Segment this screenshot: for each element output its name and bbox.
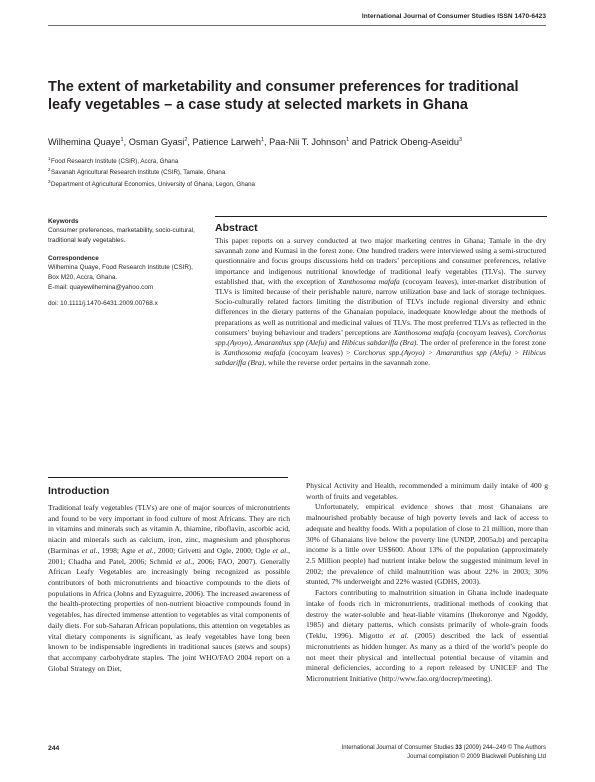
correspondence-heading: Correspondence (48, 254, 99, 262)
article-sidebar (48, 217, 198, 316)
journal-name: International Journal of Consumer Studies ISSN 1470-6423 (361, 13, 546, 20)
author-list (48, 137, 548, 147)
author-1: Wilhemina Quaye$^1$, (48, 136, 129, 147)
affiliation-1: $^1$Food Research Institute (CSIR), Accra, Ghana (48, 155, 179, 165)
introduction-divider (48, 477, 288, 478)
author-5: Patrick Obeng-Aseidu$^3$ (369, 136, 463, 147)
doi-text[interactable]: doi: 10.1111/j.1470-6431.2009.00768.x (48, 299, 158, 307)
page-number: 244 (48, 745, 60, 752)
body-paragraph: Unfortunately, empirical evidence shows that most Ghanaians are malnourished probably because of high poverty levels and lack of access to adequate and healthy foods. With a population of close to 21 million, more than 30% of Ghanaians live below the poverty line (UNDP, 2005a,b) and percapita income is a little over US$600. About 13% of the population (approximately 2.5 Million people) had nutrient intake below the suggested minimum level in 2002; the prevalence of child malnutrition was about 22% in 2003; 30% stunted, 7% underweight and 22% wasted (GDHS, 2003). (306, 502, 548, 587)
affiliation-2: $^2$Savanah Agricultural Research Institute (CSIR), Tamale, Ghana (48, 167, 226, 177)
affiliation-3: $^3$Department of Agricultural Economics, University of Ghana, Legon, Ghana (48, 178, 255, 188)
keywords-text: Consumer preferences, marketability, socio-cultural, traditional leafy vegetables. (48, 227, 195, 244)
introduction-right-column (306, 481, 548, 685)
footer-copyright (342, 744, 546, 763)
author-4: Paa-Nii T. Johnson$^1$ and (269, 136, 370, 147)
author-2: Osman Gyasi$^2$, (128, 136, 193, 147)
correspondence-block (48, 254, 198, 309)
article-title: The extent of marketability and consumer preferences for traditional leafy vegetables – a case study at selected markets in Ghana (48, 79, 519, 113)
affiliation-list (48, 156, 548, 190)
body-paragraph: Factors contributing to malnutrition situation in Ghana include inadequate intake of foods rich in micronutrients, traditional methods of cooking that destroy the water-soluble and heat-liable vitamins (Ihekoronye and Ngoddy, 1985) and dietary patterns, which consists primarily of whole-grain foods (Teklu, 1996). Migotto et al. (2005) described the lack of essential micronutrients as hidden hunger. As many as a third of the world’s people do not meet their physical and intellectual potential because of vitamin and mineral deficiencies, according to a report released by UNICEF and The Micronutrient Initiative (http://www.fao.org/docrep/meeting). (306, 588, 549, 683)
body-paragraph: Traditional leafy vegetables (TLVs) are one of major sources of micronutrients and found to be very important in food culture of most Africans. They are rich in vitamins and minerals such as vitamin A, thiamine, riboflavin, ascorbic acid, niacin and minerals such as calcium, iron, zinc, magnesium and phosphorus (Barminas et al., 1998; Agte et al., 2000; Grivetti and Ogle, 2000; Ogle et al., 2001; Chadha and Patel, 2006; Schmid et al., 2006; FAO, 2007). Generally African Leafy Vegetables are increasingly being recognized as possible contributors of both micronutrients and bioactive compounds to the diets of populations in Africa (Johns and Eyzaguirre, 2006). The increased awareness of the health-protecting properties of non-nutrient bioactive compounds found in vegetables, has directed immense attention to vegetables as vital components of daily diets. For sub-Saharan African populations, this attention on vegetables as vital dietary components is significant, as leafy vegetables have long been known to be indispensable ingredients in traditional sauces (stews and soups) that accompany carbohydrate staples. The joint WHO/FAO 2004 report on a Global Strategy on Diet, (48, 503, 291, 673)
introduction-left-column (48, 503, 290, 675)
introduction-heading: Introduction (48, 485, 110, 497)
keywords-block (48, 217, 198, 246)
journal-header (48, 13, 546, 26)
footer-line-1: International Journal of Consumer Studies 33 (2009) 244–249 © The Authors (341, 745, 546, 751)
abstract-body: This paper reports on a survey conducted at two major marketing centres in Ghana; Tamale in the dry savannah zone and Kumasi in the forest zone. One hundred traders were interviewed using a semi-structured questionnaire and focus groups discussions held on traders’ perceptions and consumer preferences, relative importance and indigenous nutritional knowledge of traditional leafy vegetables (TLVs). The survey established that, with the exception of Xanthosoma mafafa (cocoyam leaves), inter-market distribution of TLVs is limited because of their perishable nature, narrow utilization base and lack of storage techniques. Socio-culturally related factors limiting the distribution of TLVs include regional diversity and ethnic differences in the dietary patterns of the Ghanaian populace, inadequate knowledge about the methods of preparations as well as nutritional and medicinal values of TLVs. The most preferred TLVs as reflected in the consumers’ buying behaviour and traders’ perceptions are Xanthosoma mafafa (cocoyam leaves), Corchorus spp.(Ayoyo), Amaranthus spp (Alefu) and Hibicus sabdariffa (Bra). The order of preference in the forest zone is Xanthosoma mafafa (cocoyam leaves) > Corchorus spp.(Ayoyo) > Amaranthus spp (Alefu) > Hibicus sabdariffa (Bra), while the reverse order pertains in the savannah zone. (215, 236, 547, 368)
body-paragraph: Physical Activity and Health, recommended a minimum daily intake of 400 g worth of fruits and vegetables. (306, 481, 548, 501)
footer-line-2: Journal compilation © 2009 Blackwell Publishing Ltd (407, 754, 546, 761)
correspondence-email[interactable]: E-mail: quayewilhemina@yahoo.com (48, 283, 154, 291)
correspondence-address: Wilhemina Quaye, Food Research Institute (CSIR), Box M20, Accra, Ghana. (48, 263, 193, 281)
keywords-heading: Keywords (48, 218, 79, 225)
author-3: Patience Larweh$^1$, (192, 136, 270, 147)
abstract-divider (215, 216, 547, 217)
abstract-heading: Abstract (215, 222, 258, 234)
